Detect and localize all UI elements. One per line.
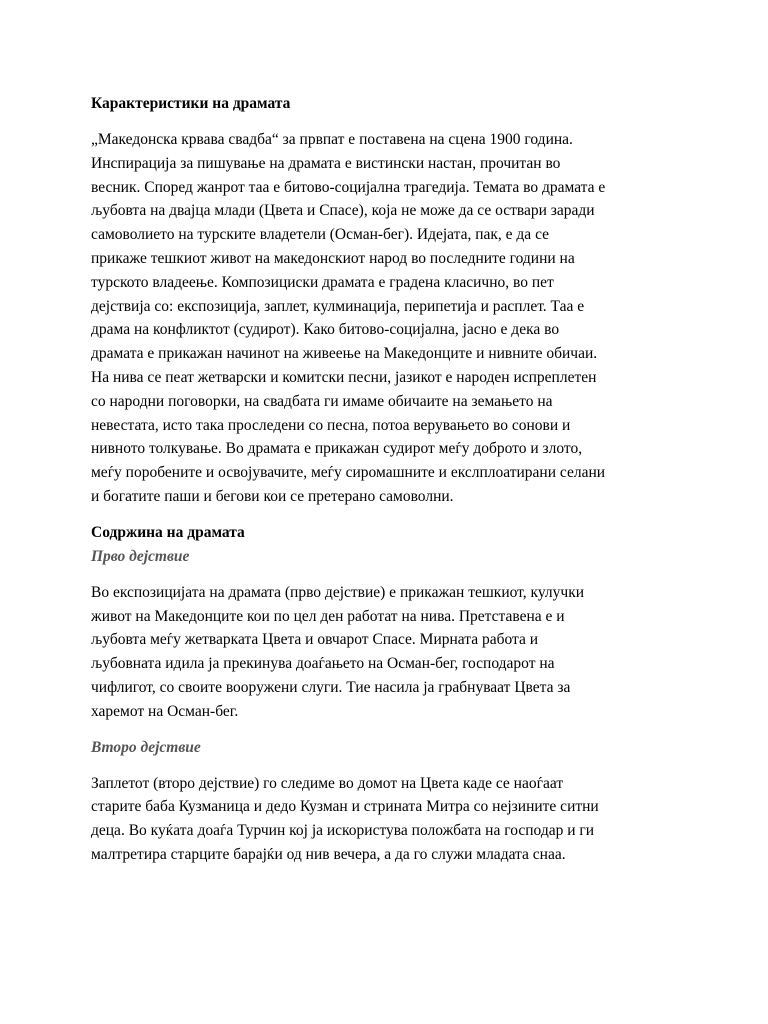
text-line: со народни поговорки, на свадбата ги имаме обичаите на земањето на — [91, 392, 553, 410]
paragraph-characteristics — [91, 128, 691, 509]
text-line: прикаже тешкиот живот на македонскиот народ во последните години на — [91, 249, 575, 267]
document-page — [91, 92, 691, 867]
heading-content: Содржина на драмата — [91, 523, 245, 541]
paragraph-act-one — [91, 581, 691, 724]
text-line: дејствија со: експозиција, заплет, кулминација, перипетија и расплет. Таа е — [91, 297, 585, 315]
text-line: деца. Во куќата доаѓа Турчин кој ја искористува положбата на господар и ги — [91, 822, 595, 840]
text-line: невестата, исто така проследени со песна, потоа верувањето во сонови и — [91, 416, 571, 434]
text-line: Во експозицијата на драмата (прво дејствие) е прикажан тешкиот, кулучки — [91, 583, 585, 601]
text-line: и богатите паши и бегови кои се претерано самоволни. — [91, 487, 454, 505]
text-line: На нива се пеат жетварски и комитски песни, јазикот е народен испреплетен — [91, 368, 597, 386]
heading-characteristics: Карактеристики на драмата — [91, 95, 291, 112]
text-line: старите баба Кузманица и дедо Кузман и стрината Митра со нејзините ситни — [91, 798, 599, 816]
text-line: љубовта меѓу жетварката Цвета и овчарот Спасе. Мирната работа и — [91, 631, 539, 649]
text-line: чифлигот, со своите вооружени слуги. Тие насила ја грабнуваат Цвета за — [91, 678, 571, 696]
text-line: малтретира старците барајќи од нив вечера, а да го служи младата снаа. — [91, 845, 566, 863]
text-line: драма на конфликтот (судирот). Како битово-социјална, јасно е дека во — [91, 321, 560, 339]
text-line: Заплетот (второ дејствие) го следиме во домот на Цвета каде се наоѓаат — [91, 774, 564, 792]
text-line: љубовната идила ја прекинува доаѓањето на Осман-бег, господарот на — [91, 655, 555, 673]
subheading-act-two: Второ дејствие — [91, 738, 201, 756]
text-line: драмата е прикажан начинот на живеење на Македонците и нивните обичаи. — [91, 345, 598, 363]
text-line: живот на Македонците кои по цел ден работат на нива. Претставена е и — [91, 607, 565, 625]
text-line: весник. Според жанрот таа е битово-социјална трагедија. Темата во драмата е — [91, 178, 606, 196]
text-line: турското владеење. Композициски драмата е градена класично, во пет — [91, 273, 554, 291]
text-line: харемот на Осман-бег. — [91, 702, 239, 720]
subheading-act-one: Прво дејствие — [91, 547, 190, 565]
paragraph-act-two — [91, 772, 691, 867]
text-line: меѓу поробените и освојувачите, меѓу сиромашните и екслплоатирани селани — [91, 464, 606, 482]
text-line: „Македонска крвава свадба“ за првпат е поставена на сцена 1900 година. — [91, 131, 573, 148]
text-line: Инспирација за пишување на драмата е вистински настан, прочитан во — [91, 154, 561, 172]
text-line: самоволието на турските владетели (Осман-бег). Идејата, пак, е да се — [91, 226, 550, 244]
text-line: љубовта на двајца млади (Цвета и Спасе), која не може да се оствари заради — [91, 202, 595, 220]
text-line: нивното толкување. Во драмата е прикажан судирот меѓу доброто и злото, — [91, 440, 583, 458]
